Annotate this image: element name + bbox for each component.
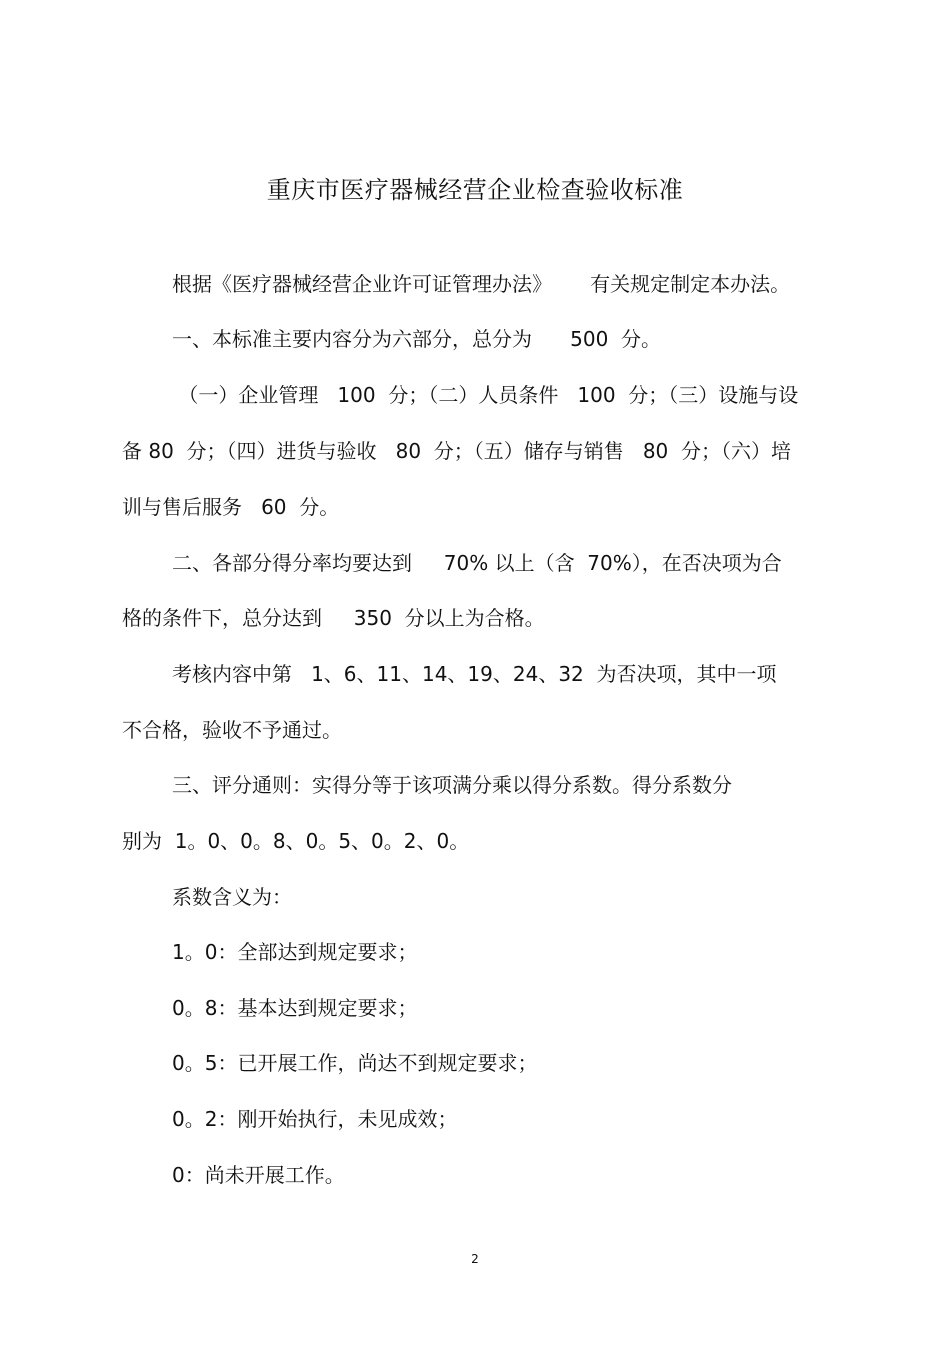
paragraph-line-scoring-rule-1: 三、评分通则：实得分等于该项满分乘以得分系数。得分系数分: [172, 773, 732, 797]
paragraph-line-veto-items-2: 不合格，验收不予通过。: [122, 718, 342, 742]
paragraph-line-sections-1: （一）企业管理 100 分；（二）人员条件 100 分；（三）设施与设: [172, 383, 799, 407]
paragraph-line-veto-items-1: 考核内容中第 1、6、11、14、19、24、32 为否决项，其中一项: [172, 662, 777, 686]
coefficient-item-0-5: 0。5：已开展工作，尚达不到规定要求；: [172, 1051, 538, 1075]
paragraph-line-total-score: 一、本标准主要内容分为六部分，总分为 500 分。: [172, 327, 662, 351]
paragraph-line-sections-2: 备 80 分；（四）进货与验收 80 分；（五）储存与销售 80 分；（六）培: [122, 439, 791, 463]
paragraph-line-score-rate-1: 二、各部分得分率均要达到 70% 以上（含 70%），在否决项为合: [172, 551, 782, 575]
document-title: 重庆市医疗器械经营企业检查验收标准: [266, 176, 684, 204]
paragraph-line-coefficient-heading: 系数含义为：: [172, 885, 292, 909]
coefficient-item-0-2: 0。2：刚开始执行，未见成效；: [172, 1107, 458, 1131]
coefficient-item-0-8: 0。8：基本达到规定要求；: [172, 996, 418, 1020]
paragraph-line-basis: 根据《医疗器械经营企业许可证管理办法》 有关规定制定本办法。: [172, 272, 791, 296]
paragraph-line-sections-3: 训与售后服务 60 分。: [122, 495, 340, 519]
paragraph-line-score-rate-2: 格的条件下，总分达到 350 分以上为合格。: [122, 606, 545, 630]
page-number: 2: [471, 1252, 479, 1266]
coefficient-item-1-0: 1。0：全部达到规定要求；: [172, 940, 418, 964]
coefficient-item-0: 0：尚未开展工作。: [172, 1163, 345, 1187]
paragraph-line-scoring-rule-2: 别为 1。0、0。8、0。5、0。2、0。: [122, 829, 470, 853]
